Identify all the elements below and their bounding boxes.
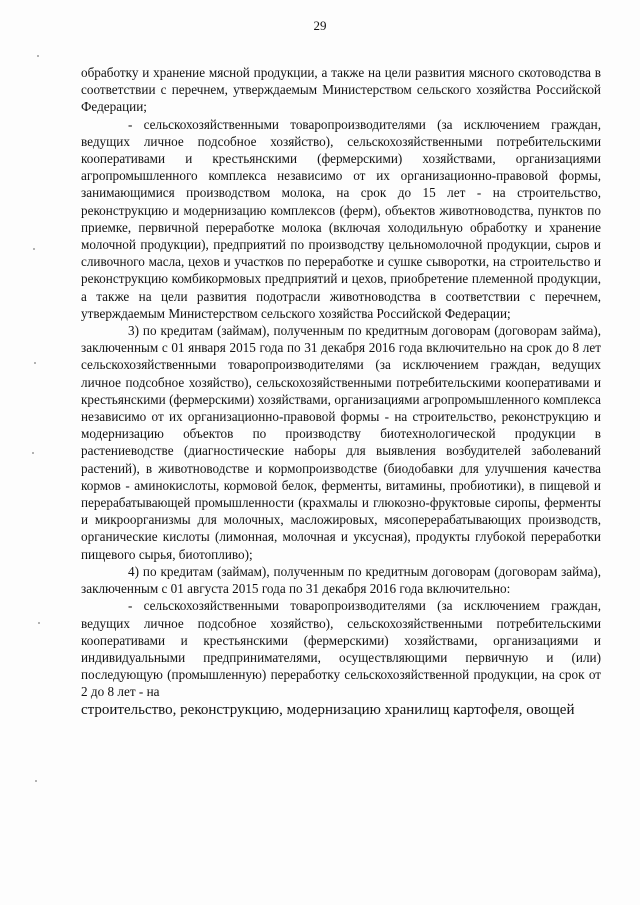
page-number: 29 (313, 18, 327, 33)
paragraph: обработку и хранение мясной продукции, а также на цели развития мясного скотоводства в соответствии с перечнем, утверждаемым Министерством сельского хозяйства Российской Федерации; (81, 65, 601, 115)
paragraph: - сельскохозяйственными товаропроизводителями (за исключением граждан, ведущих личное подсобное хозяйство), сельскохозяйственными потребительскими кооперативами и крестьянскими (фермерскими) хозяйствами, организациями агропромышленного комплекса независимо от их организационно-правовой формы, занимающимися производством молока, на срок до 15 лет - на строительство, реконструкцию и модернизацию комплексов (ферм), объектов животноводства, пунктов по приемке, первичной переработке молока (включая холодильную обработку и хранение молочной продукции), предприятий по производству цельномолочной продукции, сыров и сливочного масла, цехов и участков по переработке и сушке сыворотки, на строительство и реконструкцию комбикормовых предприятий и цехов, приобретение племенной продукции, а также на цели развития подотрасли животноводства в соответствии с перечнем, утверждаемым Министерством сельского хозяйства Российской Федерации; (81, 116, 601, 321)
paragraph: - сельскохозяйственными товаропроизводителями (за исключением граждан, ведущих личное подсобное хозяйство), сельскохозяйственными потребительскими кооперативами и крестьянскими (фермерскими) хозяйствами, организациями и индивидуальными предпринимателями, осуществляющими первичную и (или) последующую (промышленную) переработку сельскохозяйственной продукции, на срок от 2 до 8 лет - на (81, 598, 601, 700)
scan-mark (38, 622, 40, 624)
scan-mark (34, 362, 36, 364)
paragraph-continued: строительство, реконструкцию, модернизацию хранилищ картофеля, овощей (81, 701, 575, 718)
scan-mark (35, 780, 37, 782)
scan-mark (32, 452, 34, 454)
document-body (81, 64, 601, 719)
paragraph: 4) по кредитам (займам), полученным по кредитным договорам (договорам займа), заключенным с 01 августа 2015 года по 31 декабря 2016 года включительно: (81, 563, 601, 597)
paragraph: 3) по кредитам (займам), полученным по кредитным договорам (договорам займа), заключенным с 01 января 2015 года по 31 декабря 2016 года включительно на срок до 8 лет сельскохозяйственными товаропроизводителями (за исключением граждан, ведущих личное подсобное хозяйство), сельскохозяйственными потребительскими кооперативами и крестьянскими (фермерскими) хозяйствами, организациями агропромышленного комплекса независимо от их организационно-правовой формы - на строительство, реконструкцию и модернизацию объектов по производству биотехнологической продукции в растениеводстве (диагностические наборы для выявления возбудителей заболеваний растений), в животноводстве и кормопроизводстве (биодобавки для улучшения качества кормов - аминокислоты, кормовой белок, ферменты, витамины, пробиотики), в пищевой и перерабатывающей промышленности (крахмалы и глюкозно-фруктовые сиропы, ферменты и микроорганизмы для молочных, масложировых, мясоперерабатывающих производств, органические кислоты (лимонная, молочная и уксусная), продукты глубокой переработки пищевого сырья, биотопливо); (81, 323, 601, 562)
scan-mark (33, 248, 35, 250)
scan-mark (37, 55, 39, 57)
